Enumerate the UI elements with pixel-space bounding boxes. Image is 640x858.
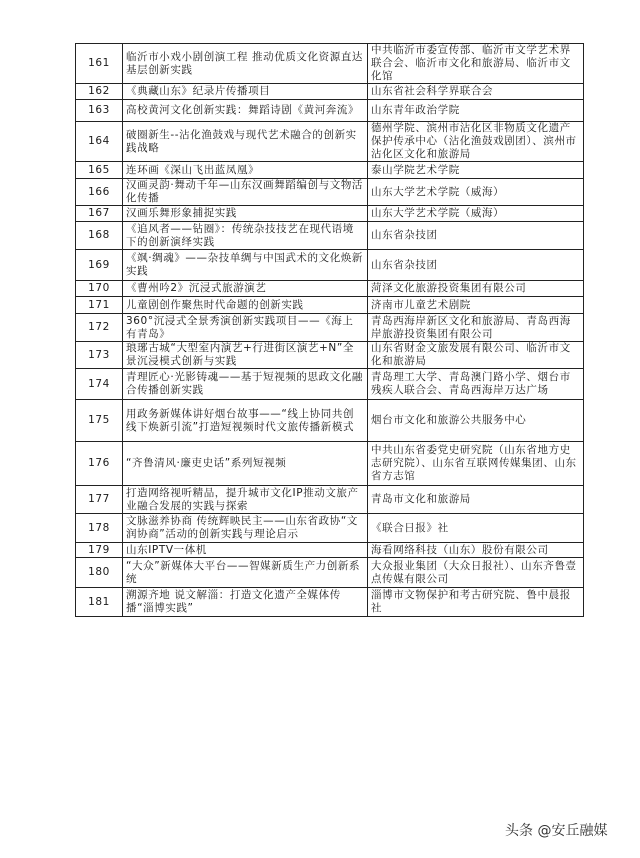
project-name: 用政务新媒体讲好烟台故事——“线上协同共创线下焕新引流”打造短视频时代文旅传播新模式 [123, 400, 368, 442]
table-row [76, 222, 584, 250]
organization: 山东省社会科学界联合会 [368, 84, 584, 100]
row-number: 173 [76, 342, 123, 369]
row-number: 172 [76, 314, 123, 342]
organization: 山东省杂技团 [368, 250, 584, 281]
table-row [76, 297, 584, 314]
project-name: 360°沉浸式全景秀演创新实践项目——《海上有青岛》 [123, 314, 368, 342]
project-table [75, 43, 584, 617]
project-name: 破圈新生--沾化渔鼓戏与现代艺术融合的创新实践战略 [123, 122, 368, 162]
table-row [76, 400, 584, 442]
row-number: 163 [76, 100, 123, 122]
project-name: “大众”新媒体大平台——智媒新质生产力创新系统 [123, 558, 368, 588]
organization: 山东大学艺术学院（威海） [368, 206, 584, 222]
row-number: 165 [76, 162, 123, 179]
table-row [76, 84, 584, 100]
project-name: “齐鲁清风·廉吏史话”系列短视频 [123, 442, 368, 486]
organization: 山东青年政治学院 [368, 100, 584, 122]
table-row [76, 543, 584, 558]
project-name: 《飒·绸魂》——杂技单绸与中国武术的文化焕新实践 [123, 250, 368, 281]
row-number: 168 [76, 222, 123, 250]
project-name: 高校黄河文化创新实践：舞蹈诗剧《黄河奔流》 [123, 100, 368, 122]
row-number: 179 [76, 543, 123, 558]
row-number: 176 [76, 442, 123, 486]
organization: 青岛西海岸新区文化和旅游局、青岛西海岸旅游投资集团有限公司 [368, 314, 584, 342]
table-row [76, 250, 584, 281]
organization: 德州学院、滨州市沾化区非物质文化遗产保护传承中心（沾化渔鼓戏剧团）、滨州市沾化区文化和旅游局 [368, 122, 584, 162]
organization: 青岛理工大学、青岛澳门路小学、烟台市残疾人联合会、青岛西海岸万达广场 [368, 369, 584, 400]
project-name: 汉画乐舞形象捕捉实践 [123, 206, 368, 222]
organization: 山东省财金文旅发展有限公司、临沂市文化和旅游局 [368, 342, 584, 369]
project-name: 文脉滋养协商 传统辉映民主——山东省政协“文润协商”活动的创新实践与理论启示 [123, 514, 368, 543]
organization: 海看网络科技（山东）股份有限公司 [368, 543, 584, 558]
table-row [76, 588, 584, 617]
project-name: 汉画灵韵·舞动千年—山东汉画舞蹈编创与文物活化传播 [123, 179, 368, 206]
table-row [76, 442, 584, 486]
project-name: 《典藏山东》纪录片传播项目 [123, 84, 368, 100]
row-number: 169 [76, 250, 123, 281]
project-name: 青理匠心·光影铸魂——基于短视频的思政文化融合传播创新实践 [123, 369, 368, 400]
organization: 《联合日报》社 [368, 514, 584, 543]
table-row [76, 281, 584, 297]
row-number: 175 [76, 400, 123, 442]
project-name: 临沂市小戏小剧创演工程 推动优质文化资源直达基层创新实践 [123, 44, 368, 84]
row-number: 170 [76, 281, 123, 297]
table-row [76, 342, 584, 369]
organization: 中共山东省委党史研究院（山东省地方史志研究院）、山东省互联网传媒集团、山东省方志馆 [368, 442, 584, 486]
row-number: 180 [76, 558, 123, 588]
table-row [76, 44, 584, 84]
table-row [76, 179, 584, 206]
table-row [76, 314, 584, 342]
project-name: 打造网络视听精品，提升城市文化IP推动文旅产业融合发展的实践与探索 [123, 486, 368, 514]
watermark: 头条 @安丘融媒 [505, 823, 608, 839]
table-row [76, 558, 584, 588]
project-name: 溯源齐地 说文解淄：打造文化遗产全媒体传播“淄博实践” [123, 588, 368, 617]
project-name: 《追风者——钻圈》：传统杂技技艺在现代语境下的创新演绎实践 [123, 222, 368, 250]
row-number: 178 [76, 514, 123, 543]
organization: 烟台市文化和旅游公共服务中心 [368, 400, 584, 442]
table-row [76, 369, 584, 400]
table-row [76, 486, 584, 514]
row-number: 162 [76, 84, 123, 100]
row-number: 161 [76, 44, 123, 84]
table-row [76, 162, 584, 179]
project-name: 《曹州吟2》沉浸式旅游演艺 [123, 281, 368, 297]
organization: 大众报业集团（大众日报社）、山东齐鲁壹点传媒有限公司 [368, 558, 584, 588]
organization: 山东大学艺术学院（威海） [368, 179, 584, 206]
project-name: 连环画《深山飞出蓝凤凰》 [123, 162, 368, 179]
row-number: 167 [76, 206, 123, 222]
project-name: 儿童剧创作聚焦时代命题的创新实践 [123, 297, 368, 314]
organization: 青岛市文化和旅游局 [368, 486, 584, 514]
table-row [76, 100, 584, 122]
organization: 淄博市文物保护和考古研究院、鲁中晨报社 [368, 588, 584, 617]
organization: 泰山学院艺术学院 [368, 162, 584, 179]
table-row [76, 514, 584, 543]
row-number: 171 [76, 297, 123, 314]
organization: 中共临沂市委宣传部、临沂市文学艺术界联合会、临沂市文化和旅游局、临沂市文化馆 [368, 44, 584, 84]
row-number: 166 [76, 179, 123, 206]
table-row [76, 122, 584, 162]
organization: 山东省杂技团 [368, 222, 584, 250]
row-number: 174 [76, 369, 123, 400]
row-number: 164 [76, 122, 123, 162]
project-name: 山东IPTV一体机 [123, 543, 368, 558]
table-row [76, 206, 584, 222]
project-name: 琅琊古城“大型室内演艺+行进街区演艺+N”全景沉浸模式创新与实践 [123, 342, 368, 369]
organization: 菏泽文化旅游投资集团有限公司 [368, 281, 584, 297]
organization: 济南市儿童艺术剧院 [368, 297, 584, 314]
row-number: 181 [76, 588, 123, 617]
row-number: 177 [76, 486, 123, 514]
